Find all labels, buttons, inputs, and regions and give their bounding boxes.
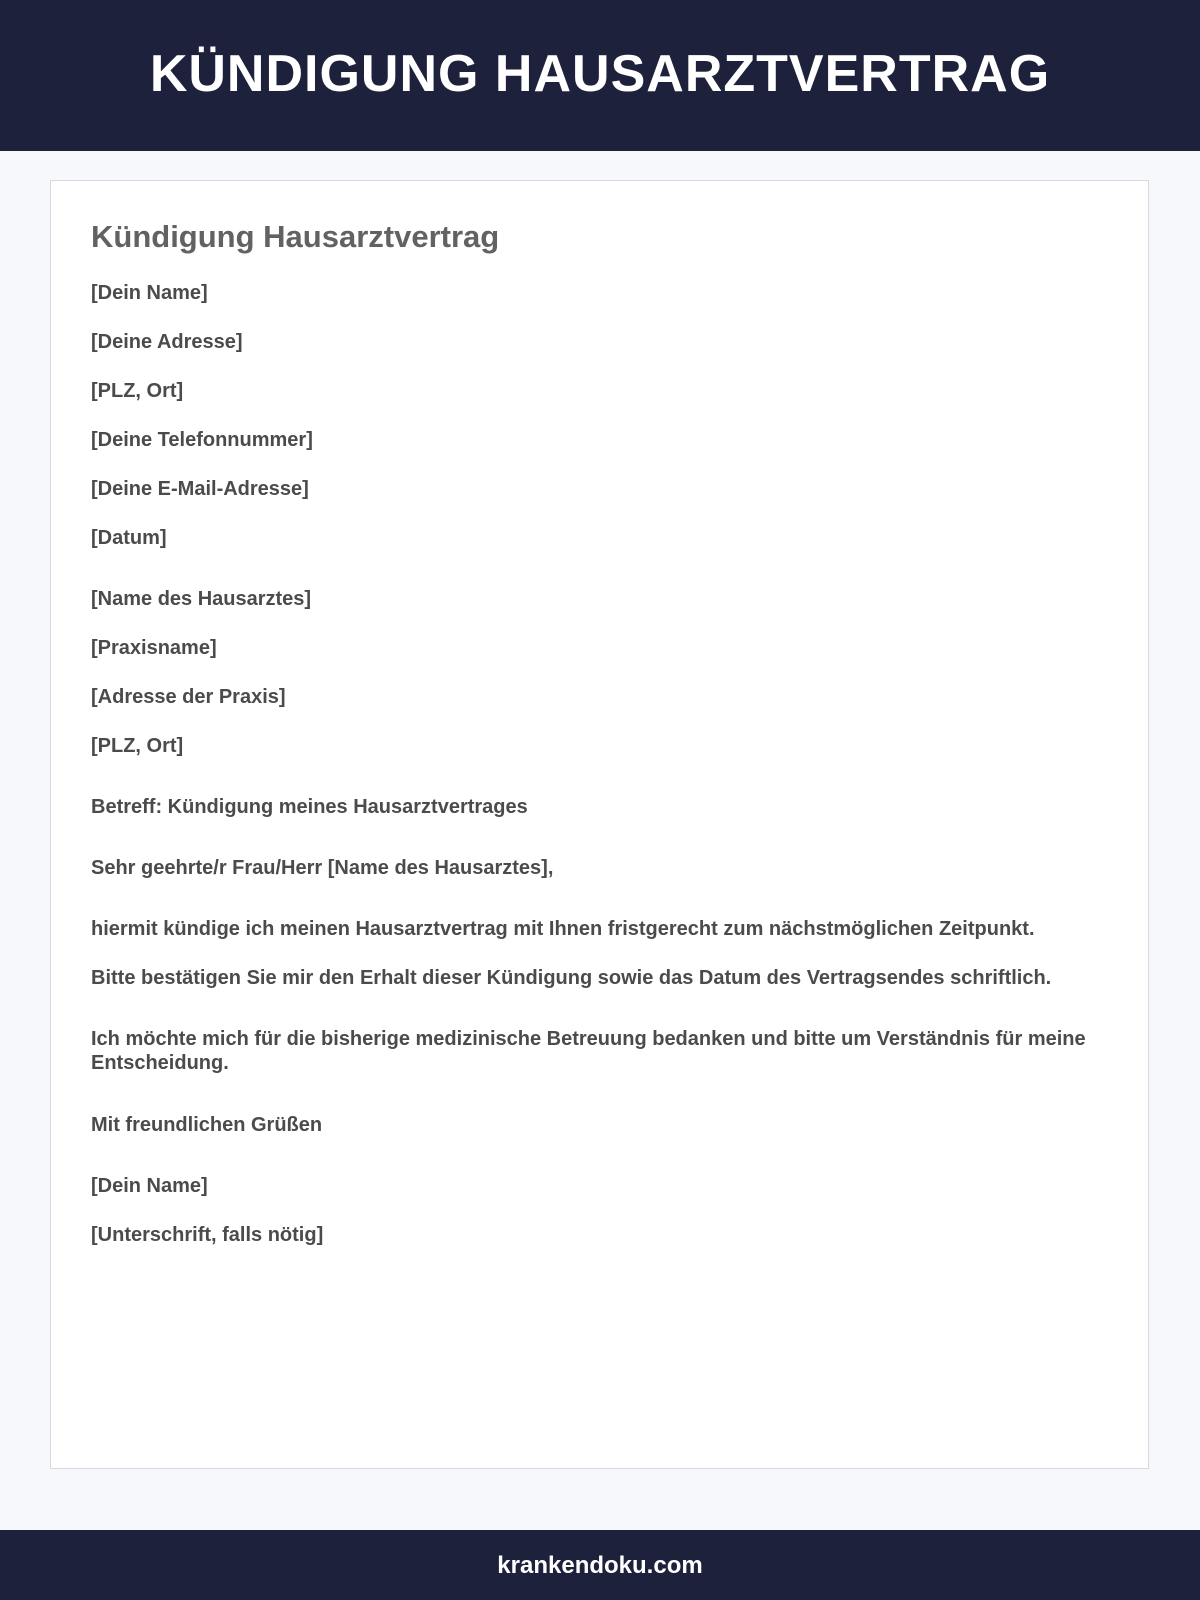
letter-document	[50, 180, 1149, 1469]
page-header	[0, 0, 1200, 151]
sender-zip-city: [PLZ, Ort]	[91, 380, 184, 402]
sender-name: [Dein Name]	[91, 282, 208, 304]
letter-salutation: Sehr geehrte/r Frau/Herr [Name des Hausarztes],	[91, 857, 554, 879]
sender-address: [Deine Adresse]	[91, 331, 243, 353]
letter-subject: Betreff: Kündigung meines Hausarztvertrages	[91, 796, 528, 818]
letter-date: [Datum]	[91, 527, 167, 549]
footer-site-name: krankendoku.com	[497, 1552, 703, 1579]
signature-name: [Dein Name]	[91, 1175, 208, 1197]
recipient-zip-city: [PLZ, Ort]	[91, 735, 184, 757]
letter-closing: Mit freundlichen Grüßen	[91, 1114, 323, 1136]
body-paragraph-3: Ich möchte mich für die bisherige medizinische Betreuung bedanken und bitte um Verständnis für meine Entscheidung.	[91, 1028, 1086, 1074]
sender-email: [Deine E-Mail-Adresse]	[91, 478, 309, 500]
body-paragraph-1: hiermit kündige ich meinen Hausarztvertrag mit Ihnen fristgerecht zum nächstmöglichen Zeitpunkt.	[91, 918, 1035, 940]
page-title: KÜNDIGUNG HAUSARZTVERTRAG	[149, 44, 1051, 103]
recipient-practice-name: [Praxisname]	[91, 637, 217, 659]
page-footer	[0, 1530, 1200, 1600]
recipient-practice-address: [Adresse der Praxis]	[91, 686, 286, 708]
body-paragraph-2: Bitte bestätigen Sie mir den Erhalt dieser Kündigung sowie das Datum des Vertragsendes schriftlich.	[91, 967, 1052, 989]
sender-phone: [Deine Telefonnummer]	[91, 429, 313, 451]
document-title: Kündigung Hausarztvertrag	[91, 219, 500, 254]
recipient-doctor-name: [Name des Hausarztes]	[91, 588, 312, 610]
signature-note: [Unterschrift, falls nötig]	[91, 1224, 324, 1246]
